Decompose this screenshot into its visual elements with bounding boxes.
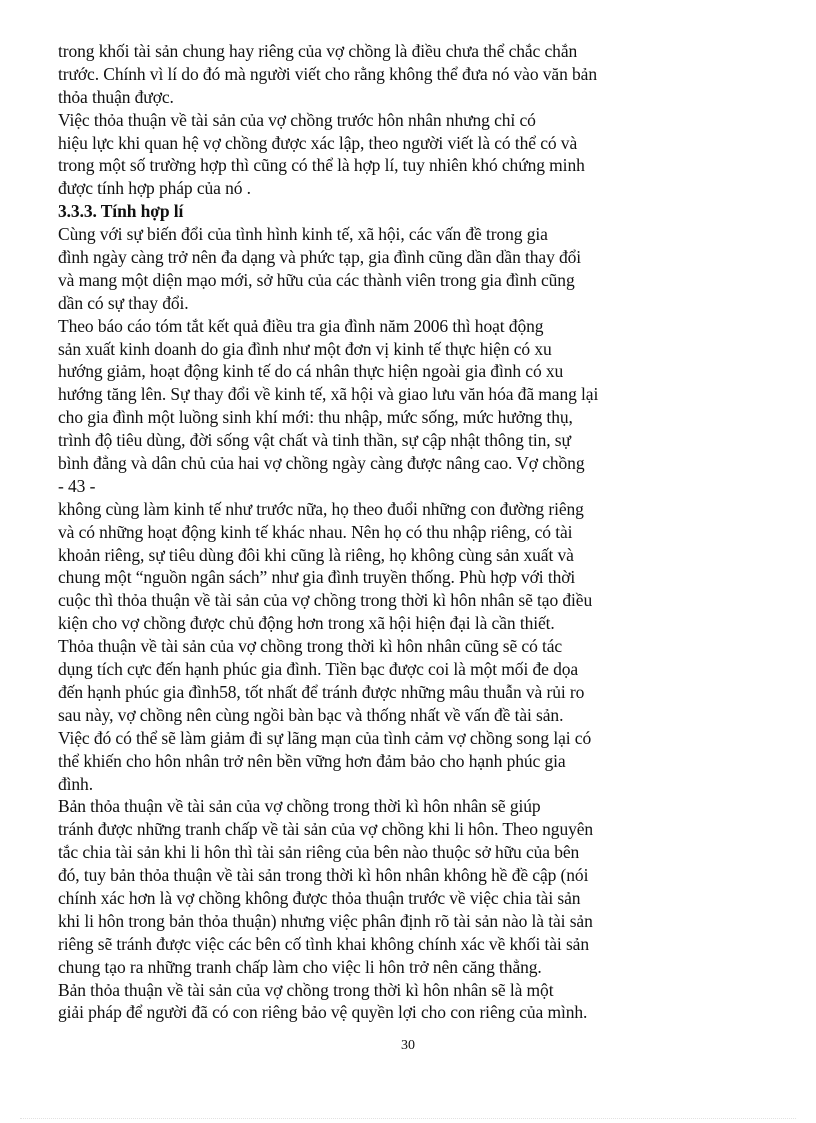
text-line: Bản thỏa thuận về tài sản của vợ chồng trong thời kì hôn nhân sẽ giúp — [58, 796, 541, 817]
text-line: cuộc thì thỏa thuận về tài sản của vợ chồng trong thời kì hôn nhân sẽ tạo điều — [58, 590, 593, 611]
text-line: cho gia đình một luồng sinh khí mới: thu nhập, mức sống, mức hưởng thụ, — [58, 407, 573, 428]
page-bottom-divider — [20, 1118, 796, 1119]
inline-page-marker: - 43 - — [58, 475, 96, 496]
text-line: thể khiến cho hôn nhân trở nên bền vững hơn đảm bảo cho hạnh phúc gia — [58, 750, 566, 771]
text-line: Việc thỏa thuận về tài sản của vợ chồng trước hôn nhân nhưng chỉ có — [58, 109, 536, 130]
text-line: đình. — [58, 773, 93, 794]
text-line: trong khối tài sản chung hay riêng của vợ chồng là điều chưa thể chắc chắn — [58, 41, 578, 61]
text-line: tránh được những tranh chấp về tài sản của vợ chồng khi li hôn. Theo nguyên — [58, 819, 594, 840]
text-line: đình ngày càng trở nên đa dạng và phức tạp, gia đình cũng dần dần thay đổi — [58, 247, 582, 268]
text-line: hướng tăng lên. Sự thay đổi về kinh tế, xã hội và giao lưu văn hóa đã mang lại — [58, 384, 599, 405]
text-line: chính xác hơn là vợ chồng không được thỏa thuận trước về việc chia tài sản — [58, 887, 581, 908]
text-line: hướng giảm, hoạt động kinh tế do cá nhân thực hiện ngoài gia đình có xu — [58, 361, 564, 382]
text-line: hiệu lực khi quan hệ vợ chồng được xác lập, theo người viết là có thể có và — [58, 132, 578, 153]
section-heading: 3.3.3. Tính hợp lí — [58, 201, 184, 222]
text-line: khi li hôn trong bản thỏa thuận) nhưng việc phân định rõ tài sản nào là tài sản — [58, 910, 593, 931]
text-line: và có những hoạt động kinh tế khác nhau. Nên họ có thu nhập riêng, có tài — [58, 521, 573, 542]
text-line: dần có sự thay đổi. — [58, 292, 189, 313]
text-line: Thỏa thuận về tài sản của vợ chồng trong thời kì hôn nhân cũng sẽ có tác — [58, 636, 563, 657]
text-line: sau này, vợ chồng nên cùng ngồi bàn bạc và thống nhất về vấn đề tài sản. — [58, 704, 564, 725]
text-line: đó, tuy bản thỏa thuận về tài sản trong thời kì hôn nhân không hề đề cập (nói — [58, 865, 589, 886]
text-line: Việc đó có thể sẽ làm giảm đi sự lãng mạn của tình cảm vợ chồng song lại có — [58, 727, 592, 748]
text-line: thỏa thuận được. — [58, 86, 174, 107]
document-body — [58, 40, 748, 1024]
text-line: sản xuất kinh doanh do gia đình như một đơn vị kinh tế thực hiện có xu — [58, 338, 552, 359]
text-line: trước. Chính vì lí do đó mà người viết cho rằng không thể đưa nó vào văn bản — [58, 63, 597, 84]
text-line: riêng sẽ tránh được việc các bên cố tình khai không chính xác về khối tài sản — [58, 933, 589, 954]
text-line: Theo báo cáo tóm tắt kết quả điều tra gia đình năm 2006 thì hoạt động — [58, 315, 544, 336]
text-line: Bản thỏa thuận về tài sản của vợ chồng trong thời kì hôn nhân sẽ là một — [58, 979, 554, 1000]
text-line: dụng tích cực đến hạnh phúc gia đình. Tiền bạc được coi là một mối đe dọa — [58, 659, 579, 680]
text-line: không cùng làm kinh tế như trước nữa, họ theo đuổi những con đường riêng — [58, 498, 584, 519]
text-line: chung tạo ra những tranh chấp làm cho việc li hôn trở nên căng thẳng. — [58, 956, 542, 977]
text-line: và mang một diện mạo mới, sở hữu của các thành viên trong gia đình cũng — [58, 269, 575, 290]
text-line: chung một “nguồn ngân sách” như gia đình truyền thống. Phù hợp với thời — [58, 567, 576, 588]
text-line: trình độ tiêu dùng, đời sống vật chất và tinh thần, sự cập nhật thông tin, sự — [58, 430, 571, 451]
text-line: bình đẳng và dân chủ của hai vợ chồng ngày càng được nâng cao. Vợ chồng — [58, 453, 585, 474]
text-line: tắc chia tài sản khi li hôn thì tài sản riêng của bên nào thuộc sở hữu của bên — [58, 842, 580, 863]
text-line: giải pháp để người đã có con riêng bảo vệ quyền lợi cho con riêng của mình. — [58, 1002, 588, 1023]
text-line: Cùng với sự biến đổi của tình hình kinh tế, xã hội, các vấn đề trong gia — [58, 224, 548, 245]
text-line: trong một số trường hợp thì cũng có thể là hợp lí, tuy nhiên khó chứng minh — [58, 155, 585, 176]
text-line: kiện cho vợ chồng được chủ động hơn trong xã hội hiện đại là cần thiết. — [58, 613, 555, 634]
page-number: 30 — [401, 1038, 415, 1053]
text-line: đến hạnh phúc gia đình58, tốt nhất để tránh được những mâu thuẫn và rủi ro — [58, 681, 585, 702]
text-line: được tính hợp pháp của nó . — [58, 178, 251, 199]
text-line: khoản riêng, sự tiêu dùng đôi khi cũng là riêng, họ không cùng sản xuất và — [58, 544, 574, 565]
